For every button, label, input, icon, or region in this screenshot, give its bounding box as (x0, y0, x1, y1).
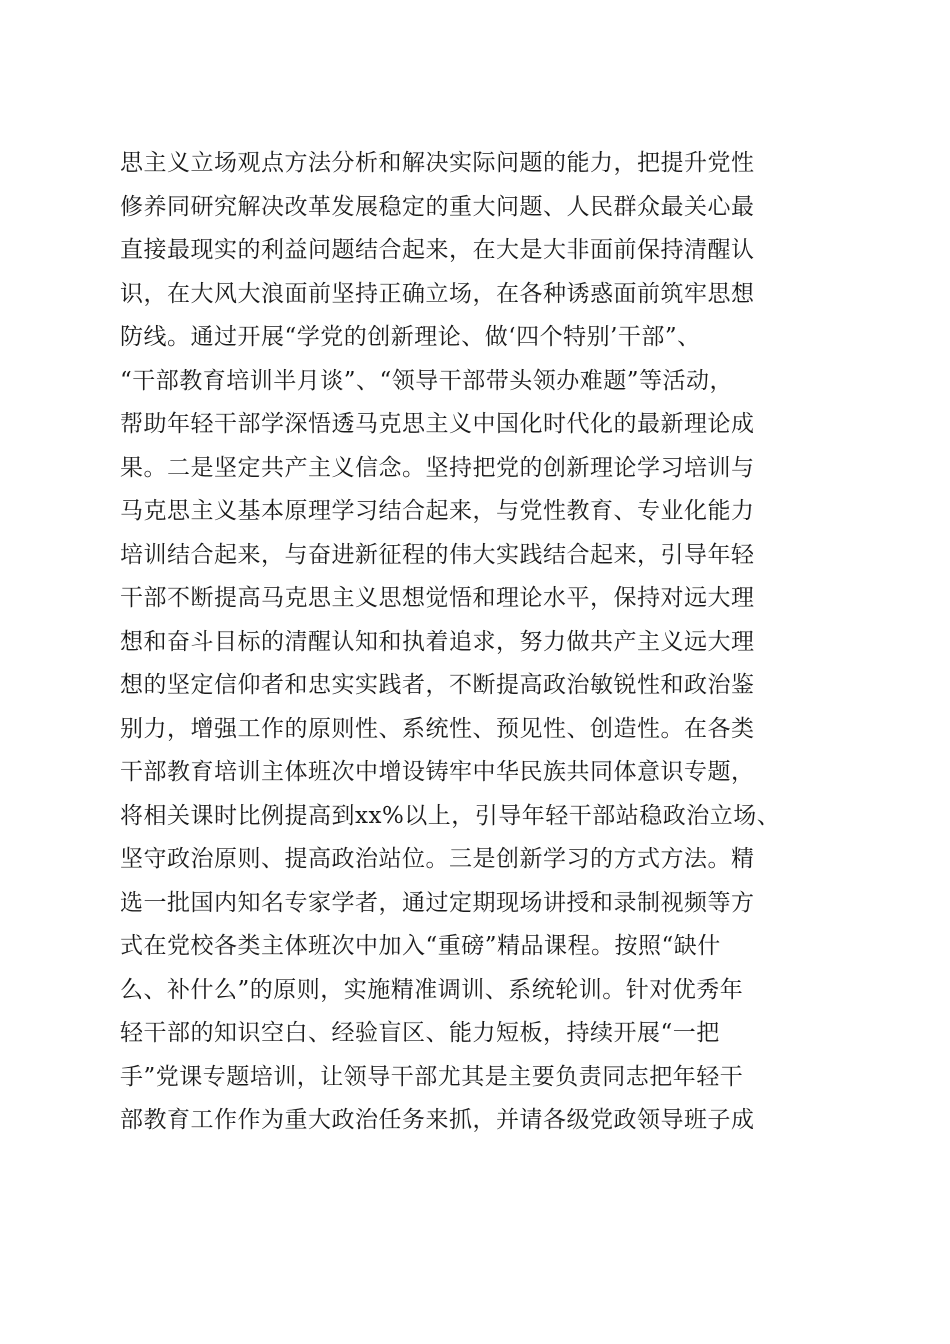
text-line: 防线。通过开展“学党的创新理论、做‘四个特别’干部”、 (120, 324, 701, 350)
text-line: 培训结合起来，与奋进新征程的伟大实践结合起来，引导年轻 (120, 541, 755, 568)
text-line: 直接最现实的利益问题结合起来，在大是大非面前保持清醒认 (120, 237, 755, 263)
text-line: 干部教育培训主体班次中增设铸牢中华民族共同体意识专题， (120, 759, 755, 785)
text-line: 别力，增强工作的原则性、系统性、预见性、创造性。在各类 (120, 715, 755, 742)
text-line: 想的坚定信仰者和忠实实践者，不断提高政治敏锐性和政治鉴 (120, 672, 755, 698)
text-line: 轻干部的知识空白、经验盲区、能力短板，持续开展“一把 (120, 1020, 720, 1046)
body-text (120, 142, 840, 1143)
text-line: 坚守政治原则、提高政治站位。三是创新学习的方式方法。精 (120, 846, 755, 872)
text-line: 马克思主义基本原理学习结合起来，与党性教育、专业化能力 (120, 498, 755, 524)
text-line: 果。二是坚定共产主义信念。坚持把党的创新理论学习培训与 (120, 454, 755, 481)
text-line: “干部教育培训半月谈”、“领导干部带头领办难题”等活动， (120, 367, 734, 394)
text-line: 式在党校各类主体班次中加入“重磅”精品课程。按照“缺什 (120, 933, 721, 959)
text-line: 么、补什么”的原则，实施精准调训、系统轮训。针对优秀年 (120, 976, 744, 1003)
text-line: 选一批国内知名专家学者，通过定期现场讲授和录制视频等方 (120, 889, 755, 916)
text-line: 干部不断提高马克思主义思想觉悟和理论水平，保持对远大理 (120, 585, 755, 611)
text-line: 想和奋斗目标的清醒认知和执着追求，努力做共产主义远大理 (120, 628, 755, 655)
text-line: 手”党课专题培训，让领导干部尤其是主要负责同志把年轻干 (120, 1063, 744, 1090)
text-line: 部教育工作作为重大政治任务来抓，并请各级党政领导班子成 (120, 1107, 755, 1133)
text-line: 将相关课时比例提高到xx%以上，引导年轻干部站稳政治立场、 (120, 802, 781, 829)
text-line: 修养同研究解决改革发展稳定的重大问题、人民群众最关心最 (120, 193, 755, 220)
text-line: 帮助年轻干部学深悟透马克思主义中国化时代化的最新理论成 (120, 411, 755, 437)
text-line: 识，在大风大浪面前坚持正确立场，在各种诱惑面前筑牢思想 (120, 280, 755, 307)
text-line: 思主义立场观点方法分析和解决实际问题的能力，把提升党性 (120, 150, 755, 176)
